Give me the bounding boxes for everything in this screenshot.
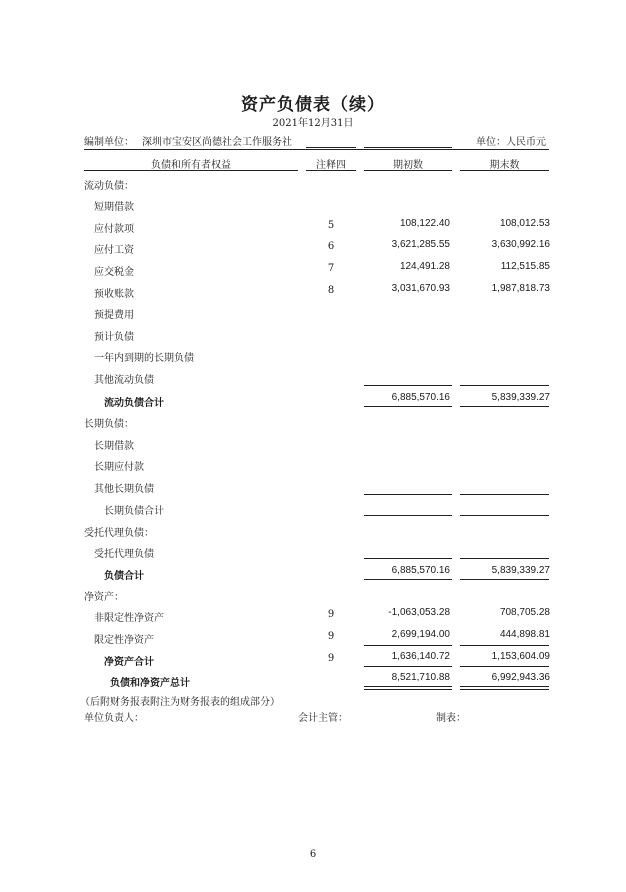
page-number: 6 — [309, 849, 317, 860]
row-label-restricted-net-assets: 限定性净资产 — [94, 635, 154, 646]
subtotal-line-begin-longterm — [364, 494, 452, 495]
grand-total-line2-begin — [364, 689, 452, 690]
row-end-unrestricted-net-assets: 708,705.28 — [499, 607, 550, 618]
subtotal-line-end-current — [460, 385, 549, 386]
row-end-total-current-liabilities: 5,839,339.27 — [491, 392, 550, 403]
row-label-trust-liabilities-section: 受托代理负债： — [84, 528, 154, 539]
row-label-advance-receipts: 预收账款 — [94, 289, 134, 300]
subtotal-line-end-longterm — [460, 494, 549, 495]
row-begin-unrestricted-net-assets: -1,063,053.28 — [388, 607, 450, 618]
subtotal-line-begin-liabilities — [364, 558, 452, 559]
row-label-taxes-payable: 应交税金 — [94, 267, 134, 278]
row-label-total-current-liabilities: 流动负债合计 — [104, 398, 164, 409]
row-label-long-term-payables: 长期应付款 — [94, 462, 144, 473]
row-label-wages-payable: 应付工资 — [94, 245, 134, 256]
row-note-taxes-payable: 7 — [327, 263, 335, 274]
row-label-other-current-liabilities: 其他流动负债 — [94, 375, 154, 386]
header-note: 注释四 — [316, 160, 346, 171]
row-note-payables: 5 — [327, 220, 335, 231]
row-label-accrued-expenses: 预提费用 — [94, 310, 134, 321]
subtotal-line-begin-netassets — [364, 645, 452, 646]
row-end-advance-receipts: 1,987,818.73 — [491, 283, 550, 294]
row-label-total-long-term-liabilities: 长期负债合计 — [104, 506, 164, 517]
header-line-item — [84, 170, 298, 171]
row-end-taxes-payable: 112,515.85 — [500, 261, 550, 272]
row-label-other-long-term-liabilities: 其他长期负债 — [94, 484, 154, 495]
row-begin-advance-receipts: 3,031,670.93 — [391, 283, 450, 294]
row-label-current-portion-ltd: 一年内到期的长期负债 — [94, 353, 194, 364]
row-begin-taxes-payable: 124,491.28 — [399, 261, 450, 272]
subtotal-line-end-liabilities — [460, 558, 549, 559]
row-begin-wages-payable: 3,621,285.55 — [391, 239, 450, 250]
row-note-advance-receipts: 8 — [327, 285, 335, 296]
header-end: 期末数 — [489, 160, 520, 171]
row-label-payables: 应付款项 — [94, 224, 134, 235]
row-begin-total-liabilities: 6,885,570.16 — [391, 565, 450, 576]
signature-accountant: 会计主管： — [298, 713, 348, 724]
total-line-begin-current — [364, 406, 452, 407]
total-line-end-liabilities — [460, 579, 549, 580]
footnote: （后附财务报表附注为财务报表的组成部分） — [80, 697, 280, 708]
row-end-grand-total: 6,992,943.36 — [491, 672, 550, 683]
note-col-top-line — [306, 147, 356, 148]
total-line-end-netassets — [460, 666, 549, 667]
row-end-payables: 108,012.53 — [499, 218, 550, 229]
grand-total-line2-end — [460, 689, 549, 690]
row-end-wages-payable: 3,630,992.16 — [491, 239, 550, 250]
grand-total-line1-begin — [364, 686, 452, 687]
header-item: 负债和所有者权益 — [151, 160, 231, 171]
row-label-total-net-assets: 净资产合计 — [104, 657, 154, 668]
header-begin: 期初数 — [393, 160, 423, 171]
grand-total-line1-end — [460, 686, 549, 687]
row-note-total-net-assets: 9 — [327, 653, 335, 664]
row-begin-payables: 108,122.40 — [399, 218, 450, 229]
row-label-net-assets-section: 净资产： — [84, 592, 124, 603]
row-end-total-net-assets: 1,153,604.09 — [491, 651, 550, 662]
subtotal-line-end-netassets — [460, 645, 549, 646]
row-end-restricted-net-assets: 444,898.81 — [499, 629, 550, 640]
row-label-grand-total: 负债和净资产总计 — [110, 678, 190, 689]
begin-col-top-line — [364, 147, 452, 148]
total-line-end-current — [460, 406, 549, 407]
org-name: 深圳市宝安区尚德社会工作服务社 — [142, 137, 292, 148]
row-label-unrestricted-net-assets: 非限定性净资产 — [94, 613, 164, 624]
total-line-end-longterm — [460, 515, 549, 516]
row-begin-total-net-assets: 1,636,140.72 — [391, 651, 450, 662]
signature-preparer: 制表： — [436, 713, 466, 724]
header-line-begin — [364, 170, 452, 171]
header-line-end — [460, 170, 549, 171]
subtotal-line-begin-current — [364, 385, 452, 386]
row-label-current-liabilities: 流动负债： — [84, 181, 134, 192]
row-label-estimated-liabilities: 预计负债 — [94, 332, 134, 343]
report-date: 2021年12月31日 — [272, 118, 354, 129]
org-label: 编制单位： — [84, 137, 134, 148]
total-line-begin-netassets — [364, 666, 452, 667]
signature-head: 单位负责人： — [84, 713, 144, 724]
row-label-short-loans: 短期借款 — [94, 202, 134, 213]
row-note-restricted-net-assets: 9 — [327, 631, 335, 642]
row-note-unrestricted-net-assets: 9 — [327, 609, 335, 620]
total-line-begin-liabilities — [364, 579, 452, 580]
row-label-trust-liabilities: 受托代理负债 — [94, 549, 154, 560]
row-label-long-term-liabilities: 长期负债： — [84, 419, 134, 430]
row-end-total-liabilities: 5,839,339.27 — [491, 565, 550, 576]
row-label-total-liabilities: 负债合计 — [104, 571, 144, 582]
header-line-note — [306, 170, 356, 171]
total-line-begin-longterm — [364, 515, 452, 516]
row-note-wages-payable: 6 — [327, 241, 335, 252]
row-begin-total-current-liabilities: 6,885,570.16 — [391, 392, 450, 403]
unit-label: 单位：人民币元 — [476, 137, 546, 148]
page-title: 资产负债表（续） — [241, 95, 385, 115]
row-label-long-term-loans: 长期借款 — [94, 441, 134, 452]
row-begin-grand-total: 8,521,710.88 — [391, 672, 450, 683]
row-begin-restricted-net-assets: 2,699,194.00 — [391, 629, 450, 640]
header-top-line — [84, 149, 549, 150]
